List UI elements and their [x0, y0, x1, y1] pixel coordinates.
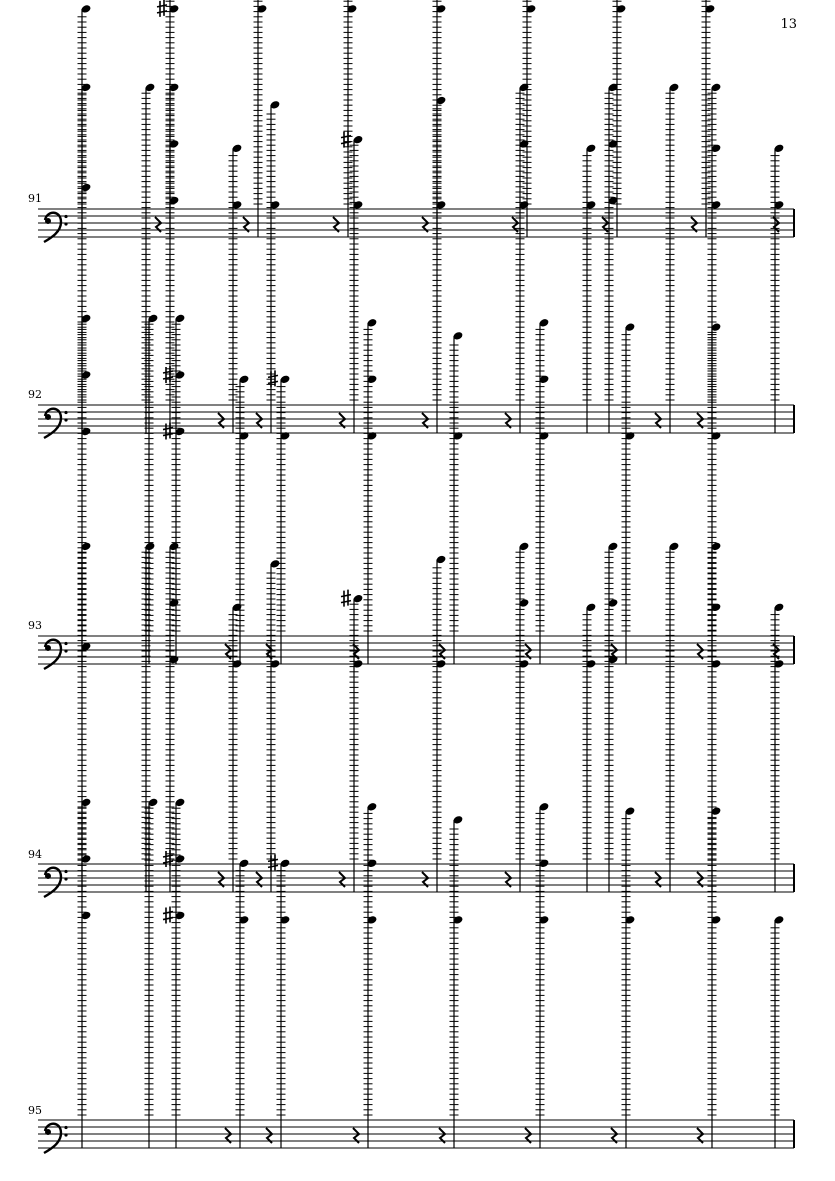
measure-number-95: 95	[28, 1104, 42, 1117]
chord	[78, 313, 92, 664]
chord	[225, 858, 250, 1148]
chord	[439, 815, 464, 1148]
sharp-accidental	[163, 907, 173, 924]
bass-clef-curve	[44, 213, 61, 242]
bass-clef-dot	[64, 215, 67, 218]
system-92	[38, 82, 794, 438]
page-number: 13	[780, 17, 797, 32]
chord	[655, 541, 680, 892]
measure-number-91: 91	[28, 192, 42, 205]
system-93	[38, 313, 794, 669]
chord	[243, 0, 268, 237]
chord	[218, 143, 243, 433]
chord	[697, 322, 722, 664]
chord	[583, 143, 597, 433]
chord	[771, 915, 785, 1148]
system-95	[38, 797, 794, 1153]
chord	[339, 590, 364, 892]
bass-clef-dot	[45, 873, 51, 879]
chord	[611, 806, 636, 1148]
chord	[422, 554, 447, 892]
bass-clef-curve	[44, 868, 61, 897]
measure-number-94: 94	[28, 848, 42, 861]
chord	[145, 313, 159, 664]
chord	[697, 82, 722, 433]
bass-clef-dot	[64, 877, 67, 880]
bass-clef-dot	[45, 414, 51, 420]
chord	[771, 602, 785, 892]
sharp-accidental	[268, 854, 278, 871]
chord	[353, 318, 378, 664]
bass-clef-curve	[44, 1124, 61, 1153]
measure-number-92: 92	[28, 388, 42, 401]
chord	[166, 82, 180, 433]
chord	[145, 797, 159, 1148]
bass-clef-dot	[64, 411, 67, 414]
chord	[655, 82, 680, 433]
bass-clef-dot	[64, 1126, 67, 1129]
chord	[525, 318, 550, 664]
bass-clef-dot	[64, 642, 67, 645]
chord	[505, 82, 530, 433]
bass-clef-dot	[64, 418, 67, 421]
chord	[218, 602, 243, 892]
chord	[256, 559, 281, 892]
chord	[339, 131, 364, 433]
bass-clef-dot	[64, 870, 67, 873]
chord	[163, 797, 186, 1148]
bass-clef-dot	[45, 218, 51, 224]
chord	[422, 95, 447, 433]
chord	[583, 602, 597, 892]
chord	[78, 797, 92, 1148]
bass-clef-dot	[64, 1133, 67, 1136]
measure-number-93: 93	[28, 619, 42, 632]
bass-clef-dot	[45, 1129, 51, 1135]
system-91	[38, 0, 794, 242]
chord	[697, 806, 722, 1148]
chord	[163, 313, 186, 664]
chord	[771, 143, 785, 433]
sharp-accidental	[157, 0, 167, 17]
chord	[505, 541, 530, 892]
chord	[266, 854, 291, 1148]
chord	[525, 802, 550, 1148]
chord	[439, 331, 464, 664]
bass-clef-dot	[64, 222, 67, 225]
chord	[225, 374, 250, 664]
bass-clef-dot	[64, 649, 67, 652]
chord	[611, 322, 636, 664]
bass-clef-curve	[44, 409, 61, 438]
sharp-accidental	[163, 423, 173, 440]
chord	[605, 541, 619, 892]
bass-clef-curve	[44, 640, 61, 669]
bass-clef-dot	[45, 645, 51, 651]
chord	[78, 82, 92, 433]
